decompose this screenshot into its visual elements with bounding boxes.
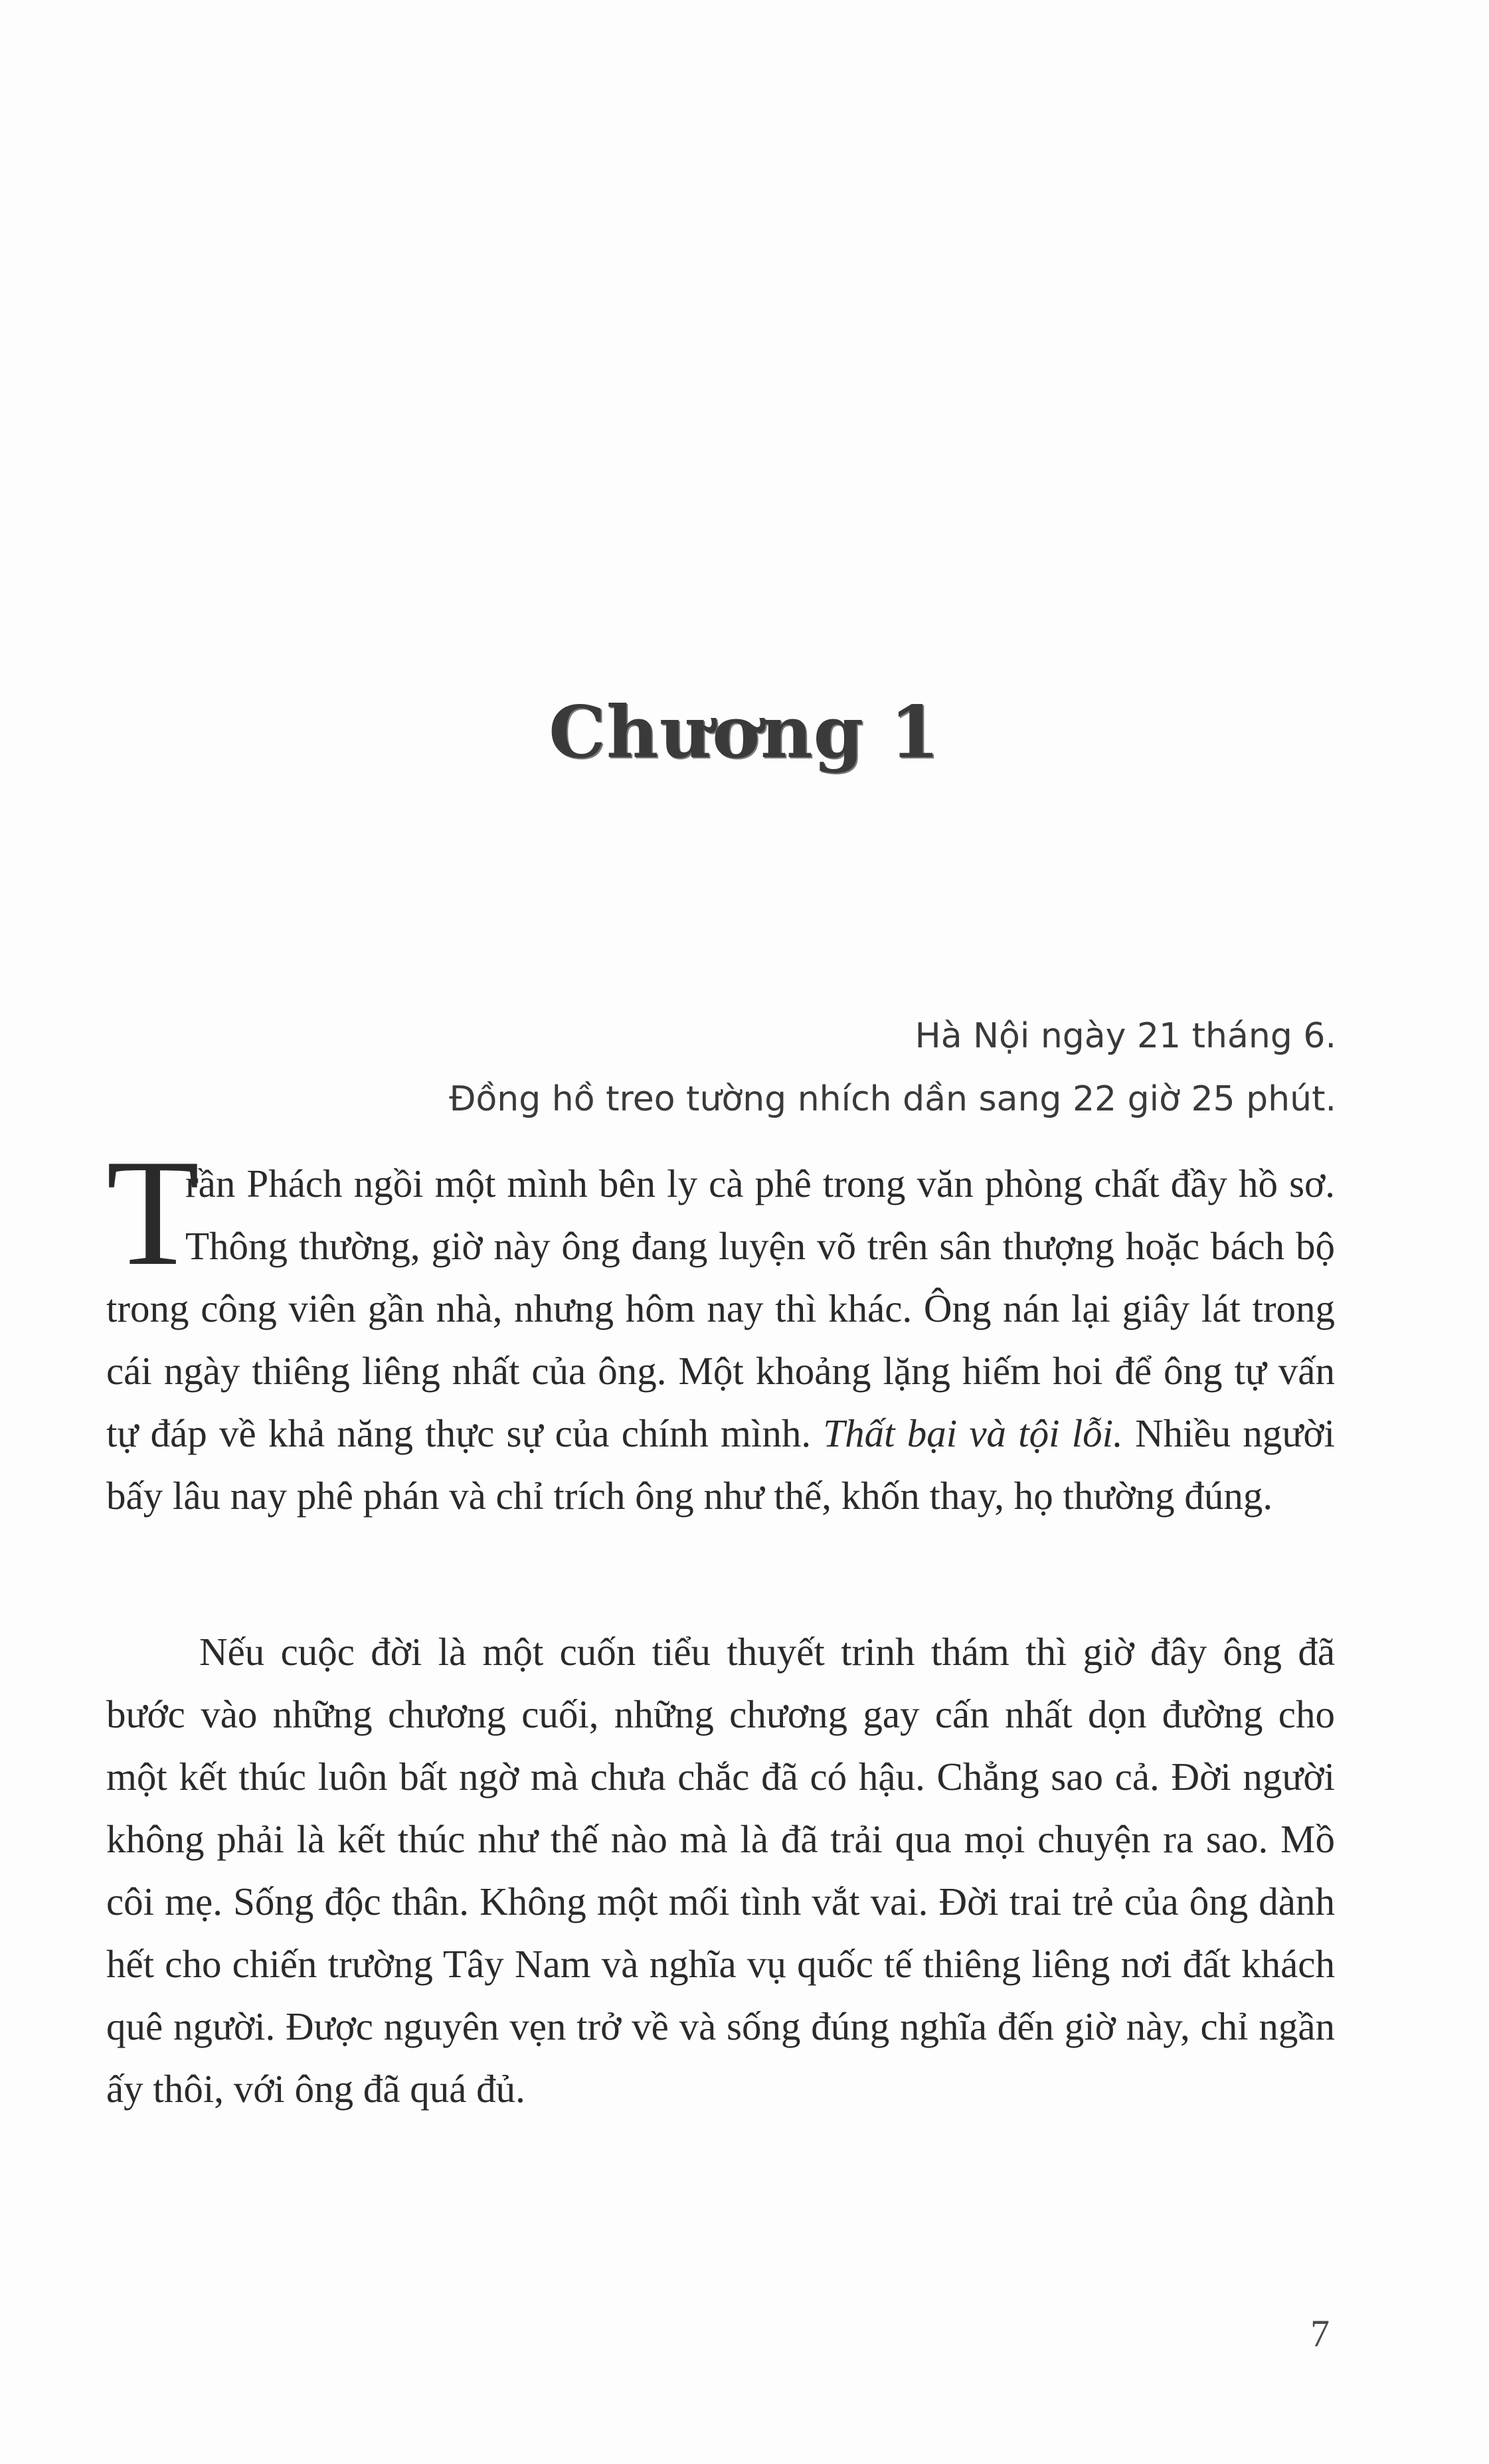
epigraph-date: Hà Nội ngày 21 tháng 6. [915, 1016, 1336, 1056]
paragraph-1 [106, 1128, 1335, 1527]
drop-cap: T [106, 1128, 200, 1297]
paragraph-1-italic: Thất bại và tội lỗi. [823, 1411, 1123, 1455]
drop-cap-container [106, 1128, 200, 1297]
page-number: 7 [1310, 2312, 1330, 2355]
epigraph-time: Đồng hồ treo tường nhích dần sang 22 giờ 25 phút. [449, 1079, 1336, 1119]
paragraph-1-text-b: Nhiều người bấy lâu nay phê phán và chỉ trích ông như thế, khốn thay, họ thường đúng. [106, 1411, 1335, 1518]
paragraph-1-text-a: rần Phách ngồi một mình bên ly cà phê trong văn phòng chất đầy hồ sơ. Thông thường, giờ này ông đang luyện võ trên sân thượng hoặc bách bộ trong công viên gần nhà, nhưng hôm nay thì khác. Ông nán lại giây lát trong cái ngày thiêng liêng nhất của ông. Một khoảng lặng hiếm hoi để ông tự vấn tự đáp về khả năng thực sự của chính mình. [106, 1162, 1335, 1455]
chapter-title: Chương 1 [549, 691, 940, 774]
paragraph-2: Nếu cuộc đời là một cuốn tiểu thuyết trinh thám thì giờ đây ông đã bước vào những chương cuối, những chương gay cấn nhất dọn đường cho một kết thúc luôn bất ngờ mà chưa chắc đã có hậu. Chẳng sao cả. Đời người không phải là kết thúc như thế nào mà là đã trải qua mọi chuyện ra sao. Mồ côi mẹ. Sống độc thân. Không một mối tình vắt vai. Đời trai trẻ của ông dành hết cho chiến trường Tây Nam và nghĩa vụ quốc tế thiêng liêng nơi đất khách quê người. Được nguyên vẹn trở về và sống đúng nghĩa đến giờ này, chỉ ngần ấy thôi, với ông đã quá đủ. [106, 1630, 1335, 2111]
